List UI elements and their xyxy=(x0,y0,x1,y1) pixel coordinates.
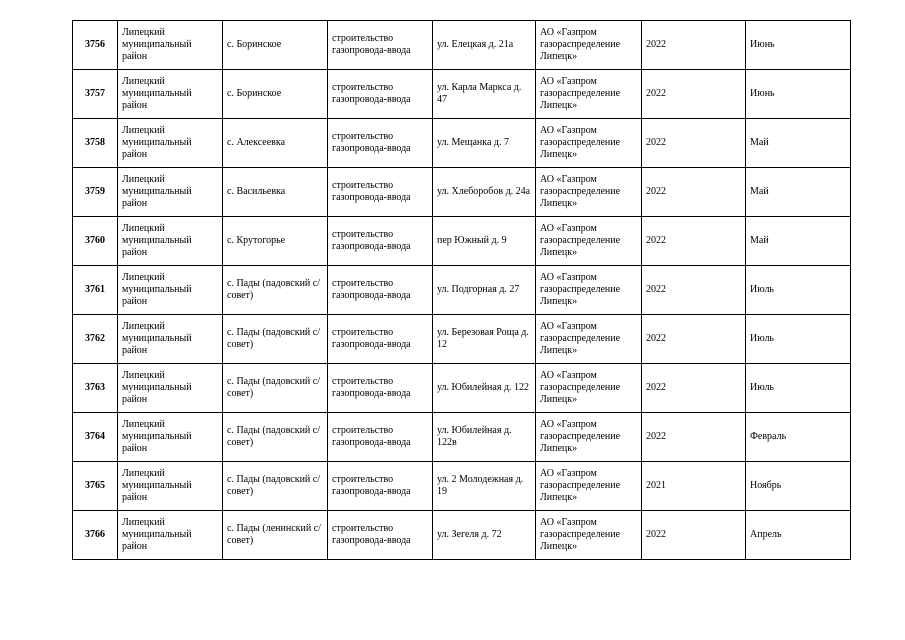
row-number: 3759 xyxy=(73,168,118,217)
month-cell: Июнь xyxy=(746,21,851,70)
district-cell: Липецкий муниципальный район xyxy=(118,70,223,119)
settlement-cell: с. Пады (падовский с/совет) xyxy=(223,315,328,364)
settlement-cell: с. Боринское xyxy=(223,70,328,119)
table-row xyxy=(73,217,851,266)
organization-cell: АО «Газпром газораспределение Липецк» xyxy=(536,217,642,266)
work-type-cell: строительство газопровода-ввода xyxy=(328,21,433,70)
district-cell: Липецкий муниципальный район xyxy=(118,413,223,462)
month-cell: Февраль xyxy=(746,413,851,462)
district-cell: Липецкий муниципальный район xyxy=(118,168,223,217)
year-cell: 2022 xyxy=(642,511,746,560)
table-row xyxy=(73,266,851,315)
year-cell: 2022 xyxy=(642,217,746,266)
address-cell: ул. Подгорная д. 27 xyxy=(433,266,536,315)
address-cell: пер Южный д. 9 xyxy=(433,217,536,266)
work-type-cell: строительство газопровода-ввода xyxy=(328,315,433,364)
row-number: 3762 xyxy=(73,315,118,364)
district-cell: Липецкий муниципальный район xyxy=(118,364,223,413)
district-cell: Липецкий муниципальный район xyxy=(118,462,223,511)
organization-cell: АО «Газпром газораспределение Липецк» xyxy=(536,462,642,511)
address-cell: ул. Карла Маркса д. 47 xyxy=(433,70,536,119)
work-type-cell: строительство газопровода-ввода xyxy=(328,364,433,413)
organization-cell: АО «Газпром газораспределение Липецк» xyxy=(536,315,642,364)
address-cell: ул. Мещанка д. 7 xyxy=(433,119,536,168)
table-row xyxy=(73,462,851,511)
work-type-cell: строительство газопровода-ввода xyxy=(328,70,433,119)
row-number: 3763 xyxy=(73,364,118,413)
year-cell: 2022 xyxy=(642,168,746,217)
organization-cell: АО «Газпром газораспределение Липецк» xyxy=(536,413,642,462)
district-cell: Липецкий муниципальный район xyxy=(118,21,223,70)
month-cell: Июнь xyxy=(746,70,851,119)
table-row xyxy=(73,168,851,217)
row-number: 3764 xyxy=(73,413,118,462)
organization-cell: АО «Газпром газораспределение Липецк» xyxy=(536,70,642,119)
month-cell: Июль xyxy=(746,364,851,413)
work-type-cell: строительство газопровода-ввода xyxy=(328,462,433,511)
year-cell: 2022 xyxy=(642,70,746,119)
district-cell: Липецкий муниципальный район xyxy=(118,315,223,364)
address-cell: ул. Елецкая д. 21а xyxy=(433,21,536,70)
address-cell: ул. Березовая Роща д. 12 xyxy=(433,315,536,364)
settlement-cell: с. Пады (падовский с/совет) xyxy=(223,413,328,462)
settlement-cell: с. Пады (падовский с/совет) xyxy=(223,266,328,315)
month-cell: Май xyxy=(746,119,851,168)
year-cell: 2022 xyxy=(642,315,746,364)
year-cell: 2022 xyxy=(642,266,746,315)
district-cell: Липецкий муниципальный район xyxy=(118,119,223,168)
year-cell: 2022 xyxy=(642,364,746,413)
work-type-cell: строительство газопровода-ввода xyxy=(328,217,433,266)
district-cell: Липецкий муниципальный район xyxy=(118,266,223,315)
row-number: 3761 xyxy=(73,266,118,315)
organization-cell: АО «Газпром газораспределение Липецк» xyxy=(536,266,642,315)
settlement-cell: с. Алексеевка xyxy=(223,119,328,168)
district-cell: Липецкий муниципальный район xyxy=(118,511,223,560)
work-type-cell: строительство газопровода-ввода xyxy=(328,168,433,217)
month-cell: Июль xyxy=(746,315,851,364)
month-cell: Май xyxy=(746,168,851,217)
address-cell: ул. 2 Молодежная д. 19 xyxy=(433,462,536,511)
district-cell: Липецкий муниципальный район xyxy=(118,217,223,266)
table-row xyxy=(73,413,851,462)
gasification-table xyxy=(72,20,851,560)
address-cell: ул. Зегеля д. 72 xyxy=(433,511,536,560)
organization-cell: АО «Газпром газораспределение Липецк» xyxy=(536,119,642,168)
work-type-cell: строительство газопровода-ввода xyxy=(328,511,433,560)
table-row xyxy=(73,119,851,168)
settlement-cell: с. Крутогорье xyxy=(223,217,328,266)
work-type-cell: строительство газопровода-ввода xyxy=(328,413,433,462)
row-number: 3757 xyxy=(73,70,118,119)
month-cell: Апрель xyxy=(746,511,851,560)
month-cell: Ноябрь xyxy=(746,462,851,511)
row-number: 3765 xyxy=(73,462,118,511)
year-cell: 2022 xyxy=(642,413,746,462)
year-cell: 2022 xyxy=(642,119,746,168)
settlement-cell: с. Боринское xyxy=(223,21,328,70)
table-row xyxy=(73,364,851,413)
row-number: 3760 xyxy=(73,217,118,266)
work-type-cell: строительство газопровода-ввода xyxy=(328,266,433,315)
month-cell: Май xyxy=(746,217,851,266)
table-row xyxy=(73,21,851,70)
organization-cell: АО «Газпром газораспределение Липецк» xyxy=(536,364,642,413)
row-number: 3766 xyxy=(73,511,118,560)
address-cell: ул. Юбилейная д. 122в xyxy=(433,413,536,462)
year-cell: 2021 xyxy=(642,462,746,511)
organization-cell: АО «Газпром газораспределение Липецк» xyxy=(536,511,642,560)
address-cell: ул. Хлеборобов д. 24а xyxy=(433,168,536,217)
address-cell: ул. Юбилейная д. 122 xyxy=(433,364,536,413)
organization-cell: АО «Газпром газораспределение Липецк» xyxy=(536,21,642,70)
table-body xyxy=(73,21,851,560)
work-type-cell: строительство газопровода-ввода xyxy=(328,119,433,168)
year-cell: 2022 xyxy=(642,21,746,70)
table-row xyxy=(73,511,851,560)
row-number: 3758 xyxy=(73,119,118,168)
table-row xyxy=(73,315,851,364)
table-row xyxy=(73,70,851,119)
settlement-cell: с. Пады (падовский с/совет) xyxy=(223,364,328,413)
settlement-cell: с. Пады (ленинский с/совет) xyxy=(223,511,328,560)
row-number: 3756 xyxy=(73,21,118,70)
organization-cell: АО «Газпром газораспределение Липецк» xyxy=(536,168,642,217)
settlement-cell: с. Васильевка xyxy=(223,168,328,217)
settlement-cell: с. Пады (падовский с/совет) xyxy=(223,462,328,511)
month-cell: Июль xyxy=(746,266,851,315)
